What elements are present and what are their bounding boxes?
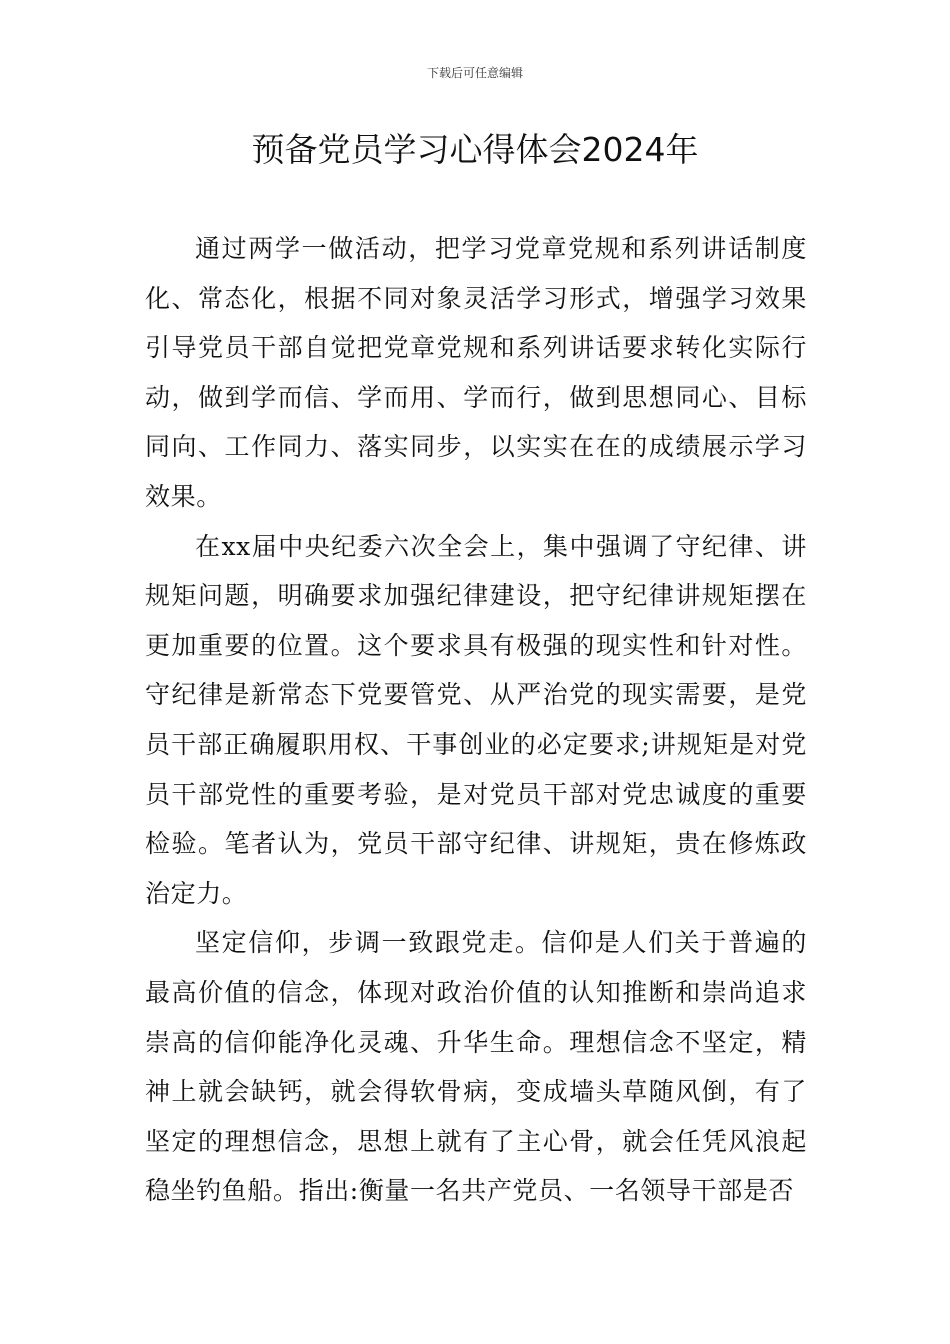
paragraph-3: 坚定信仰，步调一致跟党走。信仰是人们关于普遍的最高价值的信念，体现对政治价值的认知推断和崇尚追求崇高的信仰能净化灵魂、升华生命。理想信念不坚定，精神上就会缺钙，就会得软骨病，变成墙头草随风倒，有了坚定的理想信念，思想上就有了主心骨，就会任凭风浪起稳坐钓鱼船。指出:衡量一名共产党员、一名领导干部是否: [145, 928, 807, 1206]
page-header-note: 下载后可任意编辑: [426, 66, 523, 80]
paragraph-1: 通过两学一做活动，把学习党章党规和系列讲话制度化、常态化，根据不同对象灵活学习形式，增强学习效果引导党员干部自觉把党章党规和系列讲话要求转化实际行动，做到学而信、学而用、学而行，做到思想同心、目标同向、工作同力、落实同步，以实实在在的成绩展示学习效果。: [145, 234, 807, 511]
document-body: [145, 224, 807, 1216]
paragraph-2: 在xx届中央纪委六次全会上，集中强调了守纪律、讲规矩问题，明确要求加强纪律建设，把守纪律讲规矩摆在更加重要的位置。这个要求具有极强的现实性和针对性。守纪律是新常态下党要管党、从严治党的现实需要，是党员干部正确履职用权、干事创业的必定要求;讲规矩是对党员干部党性的重要考验，是对党员干部对党忠诚度的重要检验。笔者认为，党员干部守纪律、讲规矩，贵在修炼政治定力。: [145, 531, 807, 908]
document-title: 预备党员学习心得体会2024年: [251, 130, 699, 169]
